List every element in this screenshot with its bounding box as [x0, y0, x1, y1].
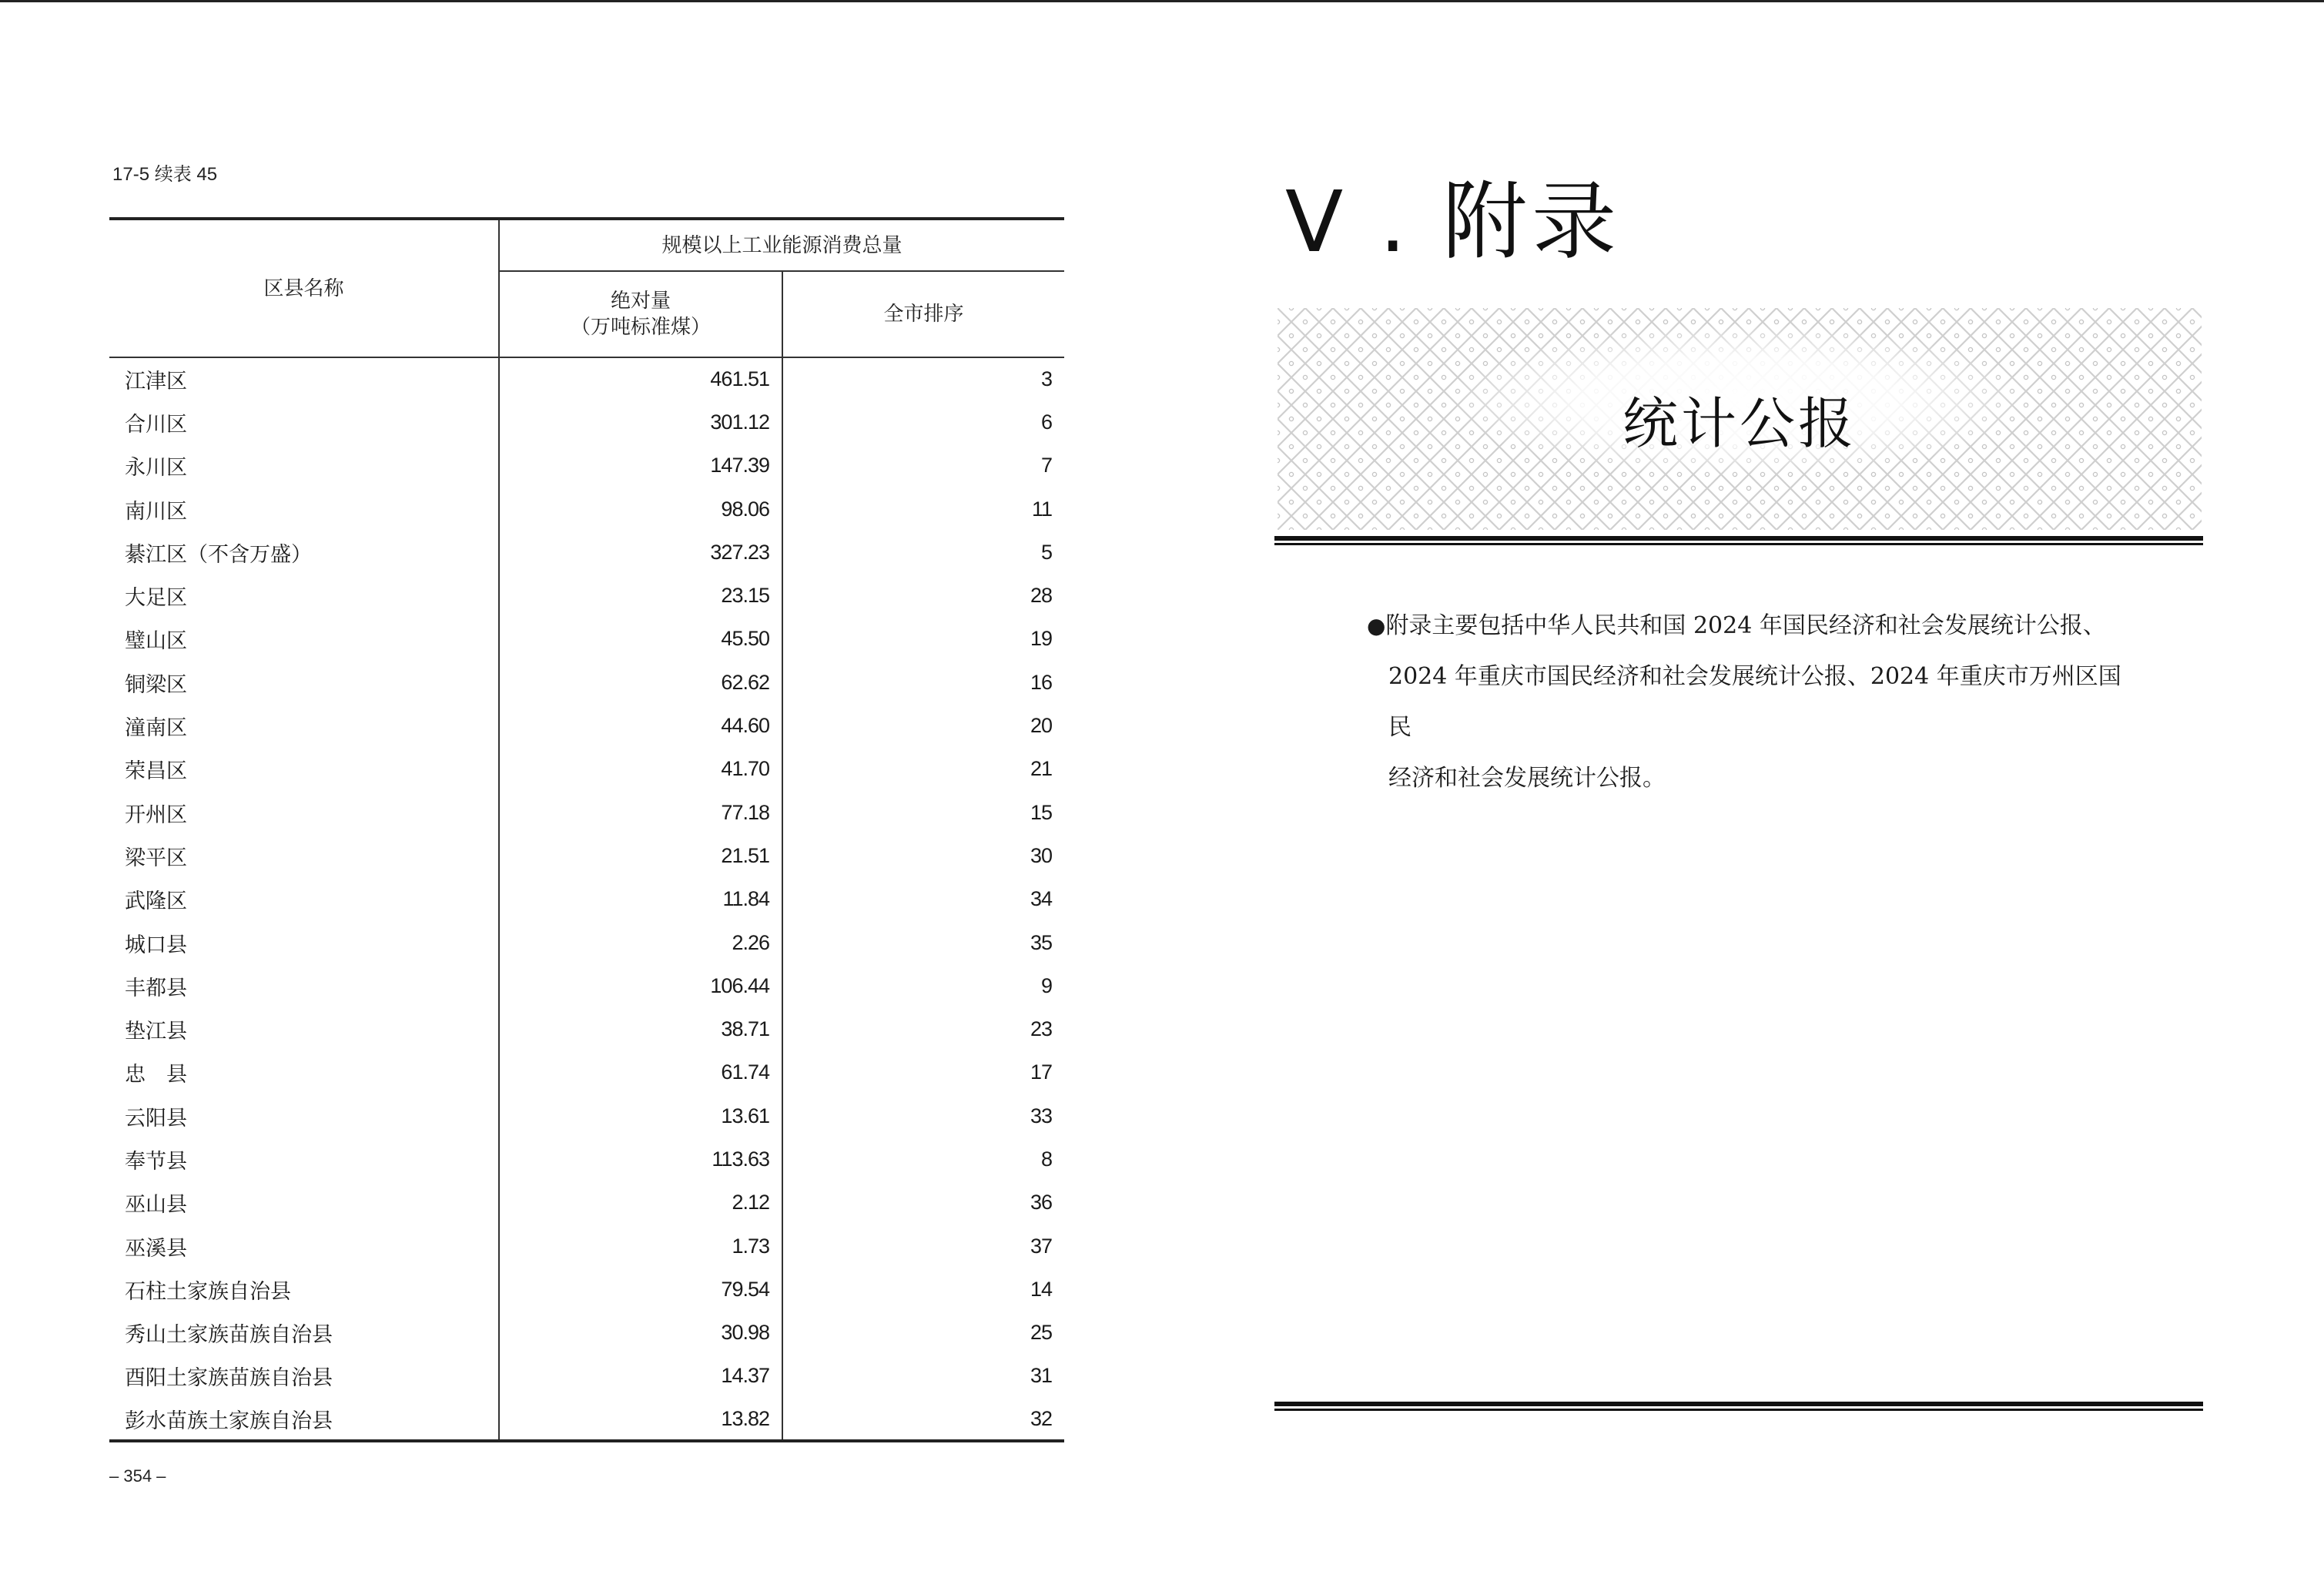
city-rank-cell: 7	[782, 444, 1064, 487]
city-rank-cell: 5	[782, 531, 1064, 574]
district-name-cell: 秀山土家族苗族自治县	[125, 1323, 333, 1348]
absolute-amount-cell: 41.70	[499, 748, 782, 791]
city-rank-cell: 33	[782, 1094, 1064, 1137]
district-name-cell: 丰都县	[125, 976, 187, 1000]
note-text-1: 附录主要包括中华人民共和国 2024 年国民经济和社会发展统计公报、	[1385, 612, 2106, 639]
district-name-cell: 铜梁区	[125, 672, 187, 697]
absolute-amount-cell: 327.23	[499, 531, 782, 574]
header-absolute-amount	[499, 271, 782, 357]
absolute-amount-cell: 11.84	[499, 878, 782, 921]
absolute-amount-cell: 13.82	[499, 1398, 782, 1441]
absolute-amount-cell: 98.06	[499, 487, 782, 531]
bullet-icon: ●	[1367, 613, 1386, 638]
note-line-3: 经济和社会发展统计公报。	[1388, 765, 1666, 792]
table-row	[109, 878, 1064, 921]
data-table	[109, 217, 1064, 1442]
table-body	[109, 357, 1064, 1441]
city-rank-cell: 16	[782, 661, 1064, 704]
city-rank-cell: 15	[782, 791, 1064, 834]
district-name-cell: 开州区	[125, 802, 187, 827]
city-rank-cell: 35	[782, 921, 1064, 964]
table-row	[109, 834, 1064, 877]
absolute-amount-cell: 38.71	[499, 1007, 782, 1050]
district-name-cell: 酉阳土家族苗族自治县	[125, 1366, 333, 1391]
district-name-cell: 石柱土家族自治县	[125, 1279, 291, 1304]
district-name-cell: 梁平区	[125, 846, 187, 870]
district-name-cell: 大足区	[125, 586, 187, 611]
table-row	[109, 1355, 1064, 1398]
header-energy-total: 规模以上工业能源消费总量	[499, 219, 1064, 271]
city-rank-cell: 32	[782, 1398, 1064, 1441]
district-name-cell: 奉节县	[125, 1149, 187, 1174]
district-name-cell: 潼南区	[125, 716, 187, 741]
city-rank-cell: 25	[782, 1312, 1064, 1355]
note-line-2: 2024 年重庆市国民经济和社会发展统计公报、2024 年重庆市万州区国民	[1388, 663, 2121, 741]
city-rank-cell: 3	[782, 357, 1064, 400]
absolute-amount-cell: 113.63	[499, 1137, 782, 1181]
table-row	[109, 1051, 1064, 1094]
table-row	[109, 1181, 1064, 1225]
header-city-rank: 全市排序	[782, 271, 1064, 357]
table-row	[109, 444, 1064, 487]
table-row	[109, 1007, 1064, 1050]
table-row	[109, 574, 1064, 617]
double-rule-bottom	[1274, 1402, 2203, 1412]
table-row	[109, 704, 1064, 747]
banner	[1278, 308, 2202, 530]
city-rank-cell: 37	[782, 1225, 1064, 1268]
city-rank-cell: 23	[782, 1007, 1064, 1050]
table-row	[109, 748, 1064, 791]
double-rule-top	[1274, 536, 2203, 547]
city-rank-cell: 36	[782, 1181, 1064, 1225]
table-row	[109, 964, 1064, 1007]
table-row	[109, 400, 1064, 444]
absolute-amount-cell: 44.60	[499, 704, 782, 747]
header-district-name: 区县名称	[109, 219, 499, 357]
table-row	[109, 618, 1064, 661]
absolute-amount-cell: 106.44	[499, 964, 782, 1007]
page-number: – 354 –	[109, 1466, 166, 1486]
district-name-cell: 綦江区（不含万盛）	[125, 542, 312, 567]
table-row	[109, 661, 1064, 704]
district-name-cell: 垫江县	[125, 1020, 187, 1044]
city-rank-cell: 21	[782, 748, 1064, 791]
district-name-cell: 武隆区	[125, 889, 187, 914]
city-rank-cell: 20	[782, 704, 1064, 747]
absolute-amount-cell: 61.74	[499, 1051, 782, 1094]
district-name-cell: 璧山区	[125, 629, 187, 654]
table-row	[109, 921, 1064, 964]
table-row	[109, 791, 1064, 834]
absolute-amount-cell: 13.61	[499, 1094, 782, 1137]
absolute-amount-cell: 23.15	[499, 574, 782, 617]
absolute-amount-cell: 2.26	[499, 921, 782, 964]
city-rank-cell: 34	[782, 878, 1064, 921]
header-absolute-line2: （万吨标准煤）	[570, 316, 711, 339]
district-name-cell: 荣昌区	[125, 759, 187, 784]
district-name-cell: 永川区	[125, 456, 187, 481]
header-absolute-line1: 绝对量	[610, 290, 671, 313]
absolute-amount-cell: 21.51	[499, 834, 782, 877]
district-name-cell: 江津区	[125, 370, 187, 394]
district-name-cell: 巫山县	[125, 1193, 187, 1218]
district-name-cell: 巫溪县	[125, 1236, 187, 1261]
city-rank-cell: 17	[782, 1051, 1064, 1094]
absolute-amount-cell: 1.73	[499, 1225, 782, 1268]
energy-consumption-table	[109, 217, 1064, 1442]
absolute-amount-cell: 461.51	[499, 357, 782, 400]
banner-title: 统计公报	[1622, 391, 1857, 456]
city-rank-cell: 19	[782, 618, 1064, 661]
table-row	[109, 531, 1064, 574]
district-name-cell: 合川区	[125, 412, 187, 437]
table-caption: 17-5 续表 45	[112, 164, 218, 185]
absolute-amount-cell: 62.62	[499, 661, 782, 704]
absolute-amount-cell: 30.98	[499, 1312, 782, 1355]
table-row	[109, 357, 1064, 400]
table-row	[109, 1398, 1064, 1441]
absolute-amount-cell: 14.37	[499, 1355, 782, 1398]
table-row	[109, 1312, 1064, 1355]
table-row	[109, 1268, 1064, 1311]
note-line-1	[1367, 601, 2137, 652]
district-name-cell: 南川区	[125, 499, 187, 524]
city-rank-cell: 9	[782, 964, 1064, 1007]
table-row	[109, 1094, 1064, 1137]
absolute-amount-cell: 2.12	[499, 1181, 782, 1225]
district-name-cell: 忠 县	[125, 1063, 187, 1087]
city-rank-cell: 14	[782, 1268, 1064, 1311]
absolute-amount-cell: 301.12	[499, 400, 782, 444]
city-rank-cell: 31	[782, 1355, 1064, 1398]
absolute-amount-cell: 45.50	[499, 618, 782, 661]
absolute-amount-cell: 77.18	[499, 791, 782, 834]
absolute-amount-cell: 79.54	[499, 1268, 782, 1311]
appendix-note	[1367, 601, 2137, 804]
table-row	[109, 1137, 1064, 1181]
city-rank-cell: 11	[782, 487, 1064, 531]
right-page	[1162, 0, 2324, 1588]
district-name-cell: 云阳县	[125, 1106, 187, 1131]
city-rank-cell: 28	[782, 574, 1064, 617]
absolute-amount-cell: 147.39	[499, 444, 782, 487]
city-rank-cell: 8	[782, 1137, 1064, 1181]
city-rank-cell: 30	[782, 834, 1064, 877]
table-header	[109, 219, 1064, 357]
city-rank-cell: 6	[782, 400, 1064, 444]
district-name-cell: 城口县	[125, 933, 187, 957]
district-name-cell: 彭水苗族土家族自治县	[109, 1398, 499, 1441]
table-row	[109, 1225, 1064, 1268]
table-row	[109, 487, 1064, 531]
section-title: Ⅴ . 附录	[1285, 173, 1622, 271]
